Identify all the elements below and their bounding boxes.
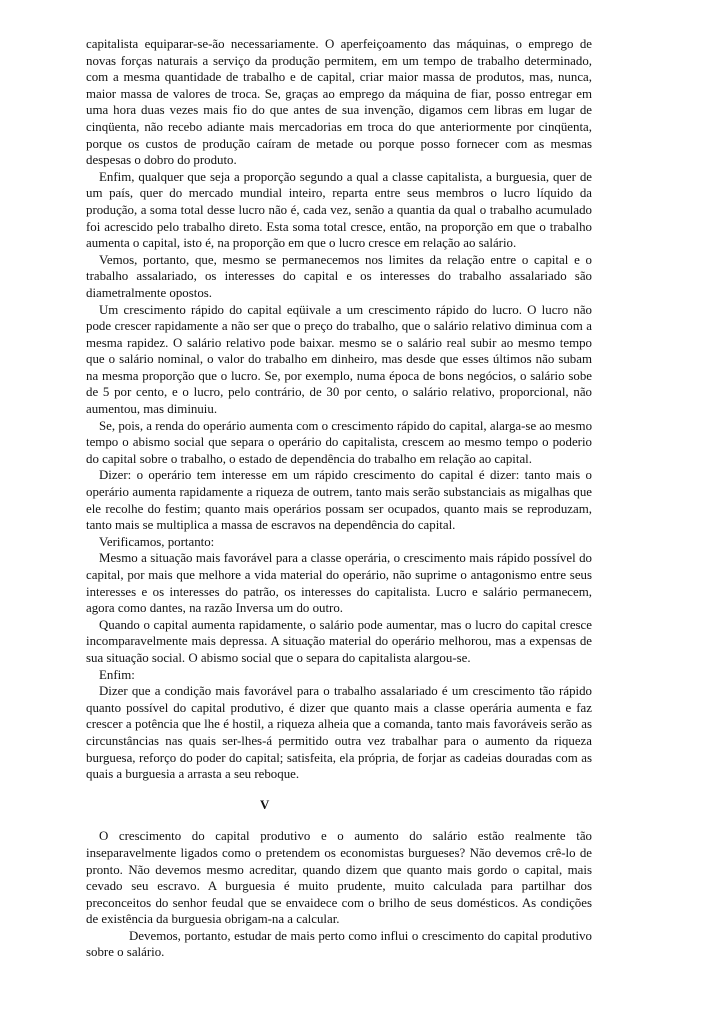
paragraph-8: Mesmo a situação mais favorável para a classe operária, o crescimento mais rápido possível do capital, por mais que melhore a vida material do operário, não suprime o antagonismo entre seus interesses e os interesses do patrão, os interesses do capitalista. Lucro e salário permanecem, agora como dantes, na razão Inversa um do outro. bbox=[86, 551, 592, 616]
paragraph-11: Dizer que a condição mais favorável para o trabalho assalariado é um crescimento tão rápido quanto possível do capital produtivo, é dizer que quanto mais a classe operária aumenta e faz crescer a potência que lhe é hostil, a riqueza alheia que a comanda, tanto mais favoráveis serão as circunstâncias nas quais ser-lhes-á permitido outra vez trabalhar para o aumento da riqueza burguesa, reforço do poder do capital; satisfeita, ela própria, de forjar as cadeias douradas com as quais a burguesia a arrasta a seu reboque. bbox=[86, 684, 592, 782]
paragraph-13: Devemos, portanto, estudar de mais perto como influi o crescimento do capital produtivo sobre o salário. bbox=[86, 928, 592, 960]
paragraph-10: Enfim: bbox=[99, 667, 135, 682]
section-heading: V bbox=[260, 797, 270, 812]
paragraph-4: Um crescimento rápido do capital eqüivale a um crescimento rápido do lucro. O lucro não pode crescer rapidamente a não ser que o preço do trabalho, que o salário relativo diminua com a mesma rapidez. O salário relativo pode baixar. mesmo se o salário real subir ao mesmo tempo que o salário nominal, o valor do trabalho em dinheiro, mas desde que esses últimos não subam na mesma proporção que o lucro. Se, por exemplo, numa época de bons negócios, o salário sobe de 5 por cento, e o lucro, pelo contrário, de 30 por cento, o salário relativo, proporcional, não aumentou, mas diminuiu. bbox=[86, 302, 592, 417]
paragraph-3: Vemos, portanto, que, mesmo se permanecemos nos limites da relação entre o capital e o trabalho assalariado, os interesses do capital e os interesses do trabalho assalariado são diametralmente opostos. bbox=[86, 252, 592, 300]
paragraph-5: Se, pois, a renda do operário aumenta com o crescimento rápido do capital, alarga-se ao mesmo tempo o abismo social que separa o operário do capitalista, crescem ao mesmo tempo o poderio do capital sobre o trabalho, o estado de dependência do trabalho em relação ao capital. bbox=[86, 418, 593, 466]
paragraph-1: capitalista equiparar-se-ão necessariamente. O aperfeiçoamento das máquinas, o emprego de novas forças naturais a serviço da produção permitem, em um tempo de trabalho determinado, com a mesma quantidade de trabalho e de capital, criar maior massa de produtos, mas, nunca, maior massa de valores de troca. Se, graças ao emprego da máquina de fiar, posso entregar em uma hora duas vezes mais fio do que antes de sua invenção, digamos cem libras em lugar de cinqüenta, não recebo adiante mais mercadorias em troca do que anteriormente por cinqüenta, porque os custos de produção caíram de metade ou porque posso fornecer com as mesmas despesas o dobro do produto. bbox=[86, 37, 592, 168]
paragraph-12: O crescimento do capital produtivo e o aumento do salário estão realmente tão inseparavelmente ligados como o pretendem os economistas burgueses? Não devemos crê-lo de pronto. Não devemos mesmo acreditar, quando dizem que quanto mais gordo o capital, mais cevado seu escravo. A burguesia é muito prudente, muito calculada para partilhar dos preconceitos do senhor feudal que se envaidece com o brilho de seus domésticos. As condições de existência da burguesia obrigam-na a calcular. bbox=[86, 829, 592, 927]
paragraph-9: Quando o capital aumenta rapidamente, o salário pode aumentar, mas o lucro do capital cresce incomparavelmente mais depressa. A situação material do operário melhorou, mas a expensas de sua situação social. O abismo social que o separa do capitalista alargou-se. bbox=[86, 617, 592, 665]
paragraph-2: Enfim, qualquer que seja a proporção segundo a qual a classe capitalista, a burguesia, quer de um país, quer do mercado mundial inteiro, reparta entre seus membros o lucro líquido da produção, a soma total desse lucro não é, cada vez, senão a quantia da qual o trabalho acumulado foi acrescido pelo trabalho direto. Esta soma total cresce, então, na proporção em que o trabalho aumenta o capital, isto é, na proporção em que o lucro cresce em relação ao salário. bbox=[86, 169, 592, 251]
paragraph-7: Verificamos, portanto: bbox=[99, 534, 215, 549]
document-page bbox=[86, 36, 592, 961]
paragraph-6: Dizer: o operário tem interesse em um rápido crescimento do capital é dizer: tanto mais o operário aumenta rapidamente a riqueza de outrem, tanto mais serão substanciais as migalhas que ele recolhe do festim; quanto mais operários possam ser ocupados, quanto mais se reproduzam, tanto mais se multiplica a massa de escravos na dependência do capital. bbox=[86, 468, 592, 533]
